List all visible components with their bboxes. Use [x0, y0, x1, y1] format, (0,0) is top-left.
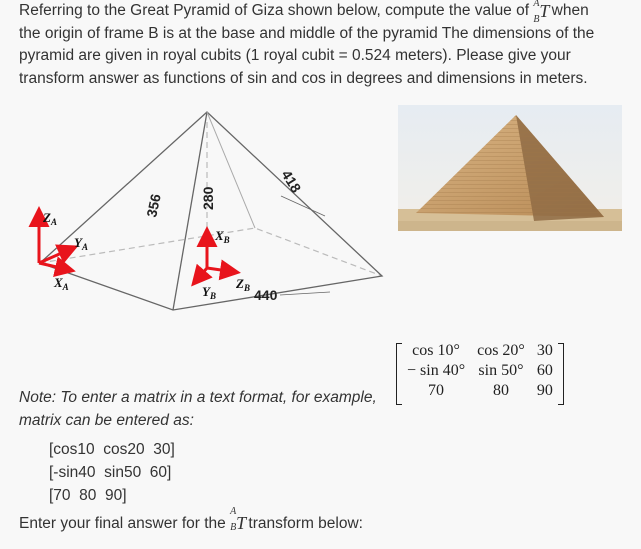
transform-sub: B [533, 14, 540, 25]
question-line-4: transform answer as functions of sin and cos in degrees and dimensions in meters. [19, 69, 588, 87]
note-text [19, 387, 377, 432]
frame-a-y-axis [39, 248, 73, 263]
question-line-1-text: Referring to the Great Pyramid of Giza shown below, compute the value of [19, 2, 530, 19]
final-answer-prompt [19, 506, 363, 533]
matrix-cell: cos 10° [412, 342, 460, 359]
transform-symbol [230, 506, 247, 533]
question-text [19, 0, 619, 90]
note-line-2: matrix can be entered as: [19, 411, 194, 429]
transform-main: T [539, 1, 550, 21]
frame-a-x-label: $X_A$ [54, 275, 69, 292]
pyramid-front-edge [173, 112, 207, 310]
pyramid-outline [40, 112, 382, 310]
matrix-row [401, 381, 559, 401]
matrix-right-bracket [558, 343, 564, 405]
transform-main: T [236, 513, 247, 533]
frame-b-z-axis [207, 268, 235, 272]
text-format-row-2: [-sin40 sin50 60] [49, 464, 172, 481]
great-pyramid-photo [398, 105, 622, 231]
matrix-left-bracket [396, 343, 402, 405]
dim-440-label: 440 [254, 287, 278, 303]
transform-sub: B [230, 522, 237, 533]
matrix-row [401, 361, 559, 381]
frame-b-y-label: $Y_B$ [202, 284, 216, 301]
matrix-row [401, 341, 559, 361]
frame-a-x-axis [39, 263, 70, 270]
frame-b-y-axis [195, 268, 207, 282]
dim-418-leader [281, 196, 325, 216]
dim-418-label: 418 [278, 167, 305, 196]
matrix-cell: cos 20° [477, 342, 525, 359]
transform-sup: A [533, 0, 540, 9]
matrix-cell: 90 [536, 382, 553, 399]
question-line-1-end: when [551, 2, 589, 19]
frame-b-z-label: $Z_B$ [236, 276, 250, 293]
question-line-1 [19, 0, 619, 23]
dim-280-label: 280 [200, 186, 216, 210]
matrix-table [401, 341, 559, 401]
question-line-3: pyramid are given in royal cubits (1 royal cubit = 0.524 meters). Please give your [19, 47, 571, 64]
matrix-cell: 60 [536, 362, 553, 379]
matrix-cell: 70 [428, 382, 445, 399]
example-matrix [401, 341, 559, 406]
text-format-row-3: [70 80 90] [49, 487, 127, 504]
matrix-cell: 80 [492, 382, 509, 399]
frame-a-z-label: $Z_A$ [43, 210, 57, 227]
frame-a-y-label: $Y_A$ [74, 235, 88, 252]
final-prompt-end: transform below: [248, 515, 363, 532]
final-prompt-text: Enter your final answer for the [19, 515, 226, 532]
dim-440-leader [280, 292, 330, 295]
frame-b-x-label: $X_B$ [215, 228, 230, 245]
matrix-cell: 30 [536, 342, 553, 359]
matrix-cell: − sin 40° [407, 362, 466, 379]
transform-symbol [533, 0, 550, 25]
matrix-cell: sin 50° [478, 362, 524, 379]
dim-356-label: 356 [143, 192, 164, 219]
text-format-row-1: [cos10 cos20 30] [49, 441, 175, 458]
note-line-1: Note: To enter a matrix in a text format, for example, [19, 389, 377, 406]
transform-sup: A [230, 506, 237, 517]
question-line-2: the origin of frame B is at the base and middle of the pyramid The dimensions of the [19, 24, 595, 42]
pyramid-diagram [25, 100, 395, 325]
